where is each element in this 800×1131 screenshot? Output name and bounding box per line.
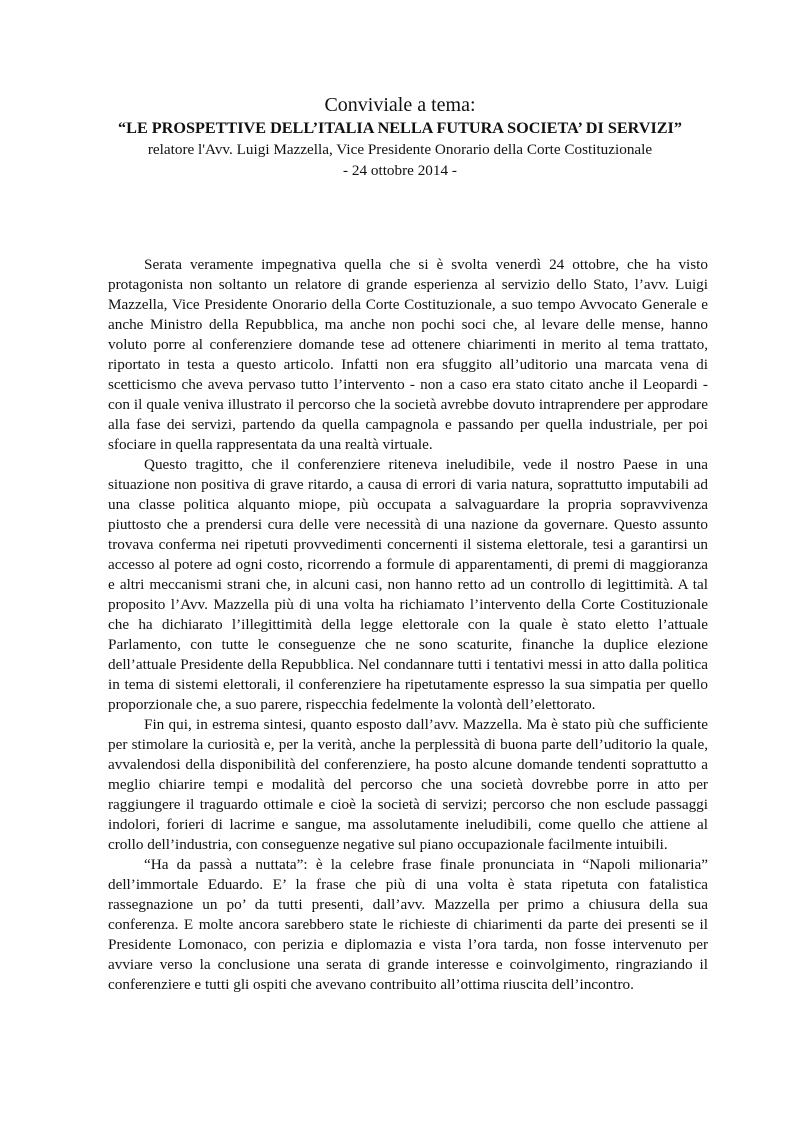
document-header: [60, 92, 740, 181]
paragraph-1: Serata veramente impegnativa quella che si è svolta venerdì 24 ottobre, che ha visto protagonista non soltanto un relatore di grande esperienza al servizio dello Stato, l’avv. Luigi Mazzella, Vice Presidente Onorario della Corte Costituzionale, a suo tempo Avvocato Generale e anche Ministro della Repubblica, ma anche non pochi soci che, al levare delle mense, hanno voluto porre al conferenziere domande tese ad ottenere chiarimenti in merito al tema trattato, riportato in testa a questo articolo. Infatti non era sfuggito all’uditorio una marcata vena di scetticismo che aveva pervaso tutto l’intervento - non a caso era stato citato anche il Leopardi - con il quale veniva illustrato il percorso che la società avrebbe dovuto intraprendere per approdare alla fase dei servizi, partendo da quella campagnola e passando per quella industriale, per poi sfociare in quella rappresentata da una realtà virtuale.: [108, 256, 708, 453]
paragraph-4: “Ha da passà a nuttata”: è la celebre frase finale pronunciata in “Napoli milionaria” dell’immortale Eduardo. E’ la frase che più di una volta è stata ripetuta con fatalistica rassegnazione un po’ da tutti presenti, dall’avv. Mazzella per primo a chiusura della sua conferenza. E molte ancora sarebbero state le richieste di chiarimenti da parte dei presenti se il Presidente Lomonaco, con perizia e diplomazia e vista l’ora tarda, non fosse intervenuto per avviare verso la conclusione una serata di grande interesse e coinvolgimento, ringraziando il conferenziere e tutti gli ospiti che avevano contribuito all’ottima riuscita dell’incontro.: [108, 856, 708, 993]
event-date: - 24 ottobre 2014 -: [343, 162, 457, 179]
paragraph-3: Fin qui, in estrema sintesi, quanto esposto dall’avv. Mazzella. Ma è stato più che sufficiente per stimolare la curiosità e, per la verità, anche la perplessità di buona parte dell’uditorio la quale, avvalendosi della disponibilità del conferenziere, ha posto alcune domande tendenti soprattutto a meglio chiarire tempi e modalità del percorso che una società dovrebbe porre in atto per raggiungere il traguardo ottimale e cioè la società di servizi; percorso che non esclude passaggi indolori, forieri di lacrime e sangue, ma assolutamente ineludibili, come quello che attiene al crollo dell’industria, con conseguenze negative sul piano occupazionale facilmente intuibili.: [108, 716, 708, 853]
event-title: Conviviale a tema:: [324, 94, 476, 116]
article-body: [108, 255, 708, 995]
paragraph-2: Questo tragitto, che il conferenziere riteneva ineludibile, vede il nostro Paese in una situazione non positiva di grave ritardo, a causa di errori di varia natura, soprattutto imputabili ad una classe politica alquanto miope, più occupata a salvaguardare la propria sopravvivenza piuttosto che a prendersi cura delle vere necessità di una nazione da governare. Questo assunto trovava conferma nei ripetuti provvedimenti concernenti il sistema elettorale, tesi a garantirsi un accesso al potere ad ogni costo, ricorrendo a formule di apparentamenti, di premi di maggioranza e altri meccanismi strani che, in alcuni casi, non hanno retto ad un controllo di legittimità. A tal proposito l’Avv. Mazzella più di una volta ha richiamato l’intervento della Corte Costituzionale che ha dichiarato l’illegittimità della legge elettorale con la quale è stato eletto l’attuale Parlamento, con tutte le conseguenze che ne sono scaturite, finanche la duplice elezione dell’attuale Presidente della Repubblica. Nel condannare tutti i tentativi messi in atto dalla politica in tema di sistemi elettorali, il conferenziere ha ripetutamente espresso la sua simpatia per quello proporzionale che, a suo parere, rispecchia fedelmente la volontà dell’elettorato.: [108, 456, 708, 713]
event-subtitle: “LE PROSPETTIVE DELL’ITALIA NELLA FUTURA SOCIETA’ DI SERVIZI”: [118, 119, 682, 137]
speaker-line: relatore l'Avv. Luigi Mazzella, Vice Presidente Onorario della Corte Costituzionale: [147, 141, 653, 158]
